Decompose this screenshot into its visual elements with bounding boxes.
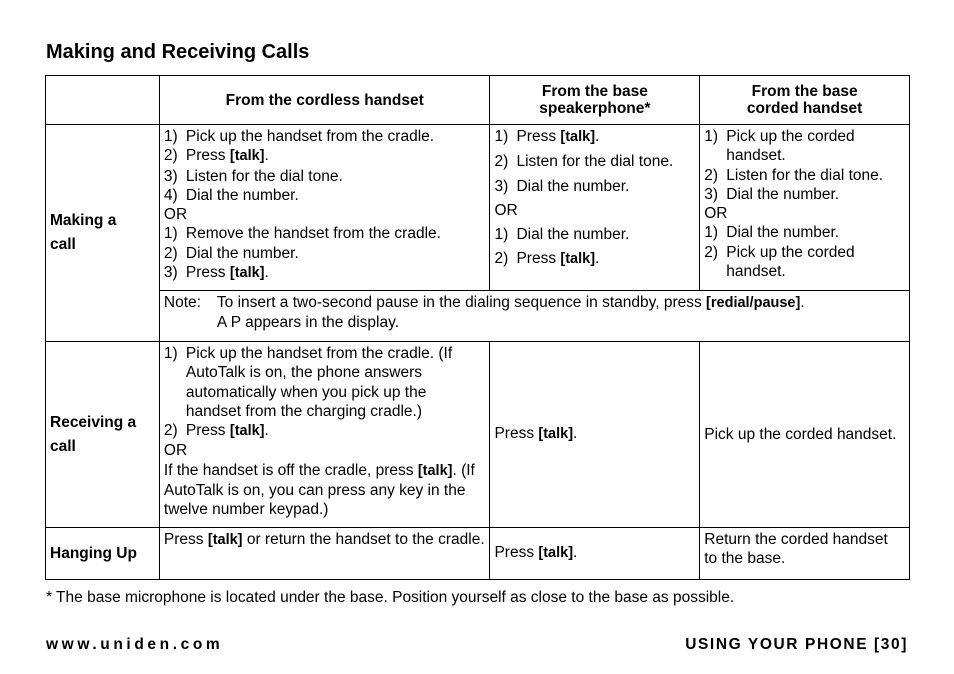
page-title: Making and Receiving Calls <box>46 41 310 63</box>
step-paragraph <box>164 461 486 520</box>
step-text: Press <box>494 425 539 443</box>
step-text: Dial the number. <box>516 226 630 244</box>
header-row <box>46 76 910 125</box>
list-item: 2) Pick up the corded handset. <box>704 243 905 282</box>
list-item: 1) Pick up the handset from the cradle. (If AutoTalk is on, the phone answers automatically when you pick up the handset from the charging cradle.) <box>164 344 486 421</box>
talk-key: [talk] <box>538 426 574 443</box>
making-corded-cell <box>700 125 910 291</box>
row-label-hanging-up: Hanging Up <box>46 528 160 580</box>
step-text: . (If AutoTalk is on, you can press any key in the twelve number keypad.) <box>163 461 475 519</box>
list-item: 1) Dial the number. <box>494 225 695 244</box>
note-row <box>46 291 910 342</box>
list-item: 2) Dial the number. <box>164 244 486 263</box>
receiving-call-row <box>46 342 910 528</box>
step-text: . <box>595 128 600 145</box>
step-text: . <box>595 250 600 268</box>
step-text: Pick up the handset from the cradle. (If AutoTalk is on, the phone answers automatically when you pick up the handset from the charging cradle.) <box>185 345 453 420</box>
row-label-line: call <box>50 437 76 455</box>
list-item: 2) Press [talk]. <box>163 147 269 165</box>
step-text: Listen for the dial tone. <box>185 167 343 185</box>
list-item: 2) Listen for the dial tone. <box>494 152 695 171</box>
calls-table <box>45 75 910 580</box>
talk-key: [talk] <box>417 462 453 479</box>
row-label-line: Receiving a <box>50 413 137 431</box>
note-cell <box>159 291 909 342</box>
hanging-handset-cell <box>159 528 490 580</box>
row-label-receiving-call <box>46 342 160 528</box>
step-text: Remove the handset from the cradle. <box>185 225 441 243</box>
talk-key: [talk] <box>560 251 596 268</box>
or-separator: OR <box>704 205 728 223</box>
step-text: Listen for the dial tone. <box>726 166 884 184</box>
list-item: 3) Dial the number. <box>494 177 695 196</box>
step-text: . <box>573 425 578 443</box>
header-base-corded <box>700 76 910 125</box>
note <box>164 293 905 333</box>
row-label-making-call <box>46 125 160 342</box>
list-item: 1) Press [talk]. <box>494 128 600 145</box>
talk-key: [talk] <box>229 423 265 440</box>
step-text: Press <box>494 544 539 562</box>
making-speaker-cell <box>490 125 700 291</box>
talk-key: [talk] <box>560 129 596 145</box>
step-text: Dial the number. <box>726 224 840 242</box>
header-line: corded handset <box>746 100 863 117</box>
header-line: From the base <box>541 83 648 100</box>
step-text: Dial the number. <box>726 185 840 203</box>
step-text: . <box>573 544 578 562</box>
step-text: Dial the number. <box>185 186 299 204</box>
step-text: Dial the number. <box>516 177 630 195</box>
hanging-up-row <box>46 528 910 580</box>
step-text: If the handset is off the cradle, press <box>163 461 418 479</box>
footer-page-label: USING YOUR PHONE [30] <box>685 636 908 653</box>
footnote: * The base microphone is located under the base. Position yourself as close to the base as possible. <box>46 589 735 606</box>
list-item: 2) Press [talk]. <box>163 422 269 440</box>
or-separator: OR <box>163 206 188 224</box>
list-item: 2) Listen for the dial tone. <box>704 166 905 185</box>
list-item: 4) Dial the number. <box>164 186 486 205</box>
redial-pause-key: [redial/pause] <box>706 295 801 311</box>
step-text: Pick up the corded handset. <box>726 128 855 165</box>
step-text: Pick up the handset from the cradle. <box>185 128 435 145</box>
receiving-speaker-cell <box>490 342 700 528</box>
or-separator: OR <box>494 201 518 219</box>
making-handset-cell <box>159 125 490 291</box>
header-line: From the base <box>751 83 858 100</box>
footer-url: www.uniden.com <box>46 636 224 653</box>
receiving-corded-cell: Pick up the corded handset. <box>700 342 910 528</box>
list-item: 1) Dial the number. <box>704 223 905 242</box>
list-item: 3) Dial the number. <box>704 185 905 204</box>
step-text: Press <box>185 147 230 165</box>
step-text: . <box>264 264 269 282</box>
note-text: . <box>800 294 805 311</box>
step-text: or return the handset to the cradle. <box>242 531 485 548</box>
step-text: Press <box>163 531 208 548</box>
step-text: . <box>264 147 269 165</box>
row-label-line: Making a <box>50 212 117 229</box>
step-text: Dial the number. <box>185 244 299 262</box>
or-separator: OR <box>163 442 188 460</box>
note-text: A P appears in the display. <box>216 314 400 332</box>
note-label: Note: <box>163 294 201 311</box>
talk-key: [talk] <box>207 532 243 548</box>
header-cordless-handset: From the cordless handset <box>159 76 490 125</box>
making-call-row <box>46 125 910 291</box>
step-text: Press <box>516 128 561 145</box>
receiving-handset-cell <box>159 342 490 528</box>
row-label-line: call <box>50 236 76 253</box>
list-item: 1) Pick up the corded handset. <box>704 127 905 166</box>
talk-key: [talk] <box>229 265 265 282</box>
list-item: 2) Press [talk]. <box>494 250 600 268</box>
list-item: 1) Remove the handset from the cradle. <box>164 224 486 243</box>
list-item: 3) Listen for the dial tone. <box>164 167 486 186</box>
step-text: Listen for the dial tone. <box>516 153 674 171</box>
header-line: speakerphone* <box>539 100 651 117</box>
step-text: Press <box>185 422 230 440</box>
step-text: . <box>264 422 269 440</box>
step-text: Press <box>185 264 230 282</box>
header-empty <box>46 76 160 125</box>
talk-key: [talk] <box>538 545 574 562</box>
list-item: 3) Press [talk]. <box>163 264 269 282</box>
hanging-corded-cell: Return the corded handset to the base. <box>700 528 910 580</box>
note-text: To insert a two-second pause in the dialing sequence in standby, press <box>216 294 707 311</box>
talk-key: [talk] <box>229 148 265 165</box>
hanging-speaker-cell <box>490 528 700 580</box>
step-text: Press <box>516 250 561 268</box>
list-item: 1) Pick up the handset from the cradle. <box>164 127 486 146</box>
header-base-speakerphone <box>490 76 700 125</box>
step-text: Pick up the corded handset. <box>726 243 855 281</box>
